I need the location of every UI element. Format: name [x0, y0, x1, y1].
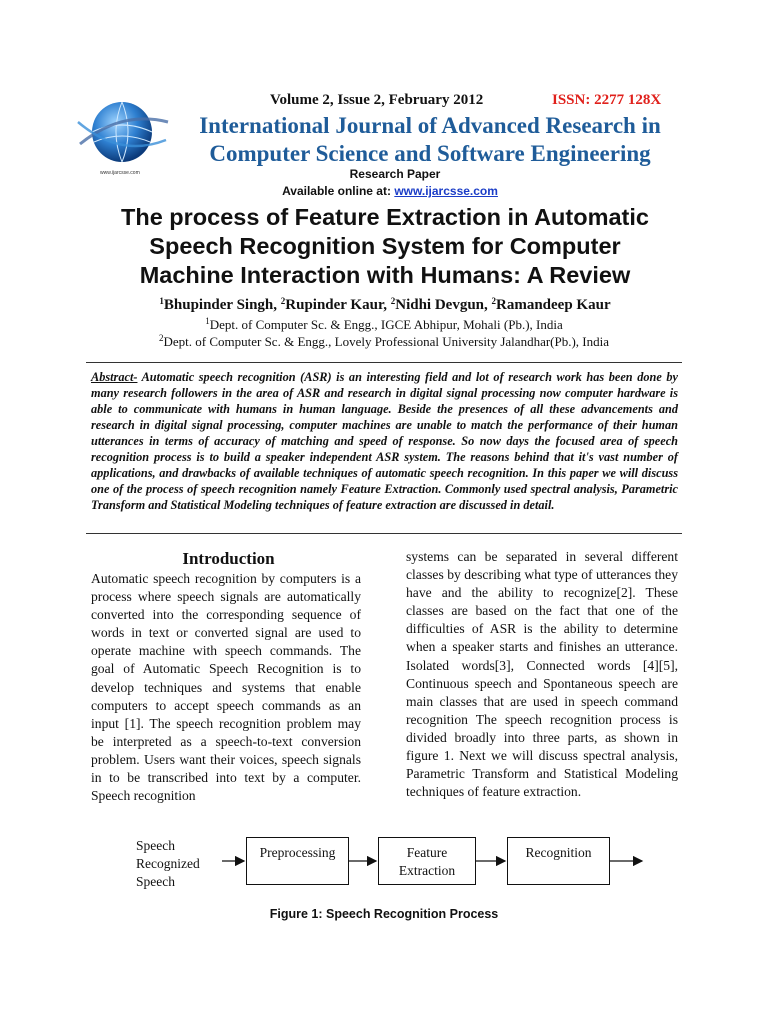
- paper-title: [60, 203, 710, 290]
- preprocessing-box: Preprocessing: [246, 837, 349, 885]
- logo-text: www.ijarcsse.com: [100, 170, 140, 176]
- abstract-text: Automatic speech recognition (ASR) is an interesting field and lot of research work has been done by many research followers in the area of ASR and research in digital signal processing now computer hardware is able to communicate with humans in human language. Beside the presences of all these advancements and research in digital signal processing, computer machines are unable to match the performance of their human utterances in terms of accuracy of matching and speed of response. So now days the focused area of speech recognition process is to build a speaker independent ASR system. The reasons behind that it's vast number of applications, and drawbacks of available techniques of automatic speech recognition. In this paper we will discuss one of the process of speech recognition namely Feature Extraction. Commonly used spectral analysis, Parametric Transform and Statistical Modeling techniques of feature extraction are discussed in detail.: [91, 370, 678, 512]
- figure-input-line3: Speech: [136, 874, 175, 889]
- divider-top: [86, 362, 682, 363]
- paper-title-line3: Machine Interaction with Humans: A Review: [139, 262, 631, 288]
- journal-logo: [70, 92, 178, 180]
- author-name: Ramandeep Kaur: [496, 297, 611, 313]
- abstract: [91, 369, 678, 513]
- introduction-heading: Introduction: [182, 549, 275, 568]
- affiliation-text: Dept. of Computer Sc. & Engg., Lovely Professional University Jalandhar(Pb.), India: [163, 334, 610, 349]
- figure-input-label: [136, 837, 200, 891]
- recognition-box: Recognition: [507, 837, 610, 885]
- feature-extraction-line1: Feature: [406, 845, 448, 860]
- intro-right-column: systems can be separated in several different classes by describing what type of utterances they have and the ability to recognize[2]. These classes are based on the fact that one of the difficulties of ASR is the ability to determine when a speaker starts and finishes an utterance. Isolated words[3], Connected words [4][5], Continuous speech and Spontaneous speech are main classes that are used in speech command recognition The speech recognition process is divided broadly into three parts, as shown in figure 1. Next we will discuss spectral analysis, Parametric Transform and Statistical Modeling techniques of feature extraction.: [406, 549, 678, 800]
- author-name: Nidhi Devgun,: [395, 297, 492, 313]
- affiliation-sup: 1: [205, 316, 210, 326]
- author-sup: 2: [491, 296, 497, 306]
- journal-title: [180, 112, 680, 168]
- author-name: Rupinder Kaur,: [285, 297, 391, 313]
- paper-title-line1: The process of Feature Extraction in Automatic: [121, 204, 649, 230]
- intro-left-column: Automatic speech recognition by computers is a process where speech signals are automatically converted into the corresponding sequence of words in text or converted signal are used to operate machine with speech commands. The goal of Automatic Speech Recognition is to develop techniques and systems that enable computers to accept speech commands as an input [1]. The speech recognition problem may be interpreted as a speech-to-text conversion problem. Users want their voices, speech signals in to be transcribed into text by a computer. Speech recognition: [91, 571, 361, 804]
- author-list: [100, 297, 670, 314]
- paper-type: Research Paper: [349, 167, 441, 181]
- feature-extraction-box: [378, 837, 476, 885]
- feature-extraction-line2: Extraction: [398, 863, 456, 878]
- divider-bottom: [86, 533, 682, 534]
- paper-title-line2: Speech Recognition System for Computer: [149, 233, 621, 259]
- journal-title-line1: International Journal of Advanced Research in: [199, 113, 661, 138]
- available-online: [240, 184, 540, 198]
- journal-title-line2: Computer Science and Software Engineering: [209, 141, 651, 166]
- affiliation-text: Dept. of Computer Sc. & Engg., IGCE Abhipur, Mohali (Pb.), India: [209, 317, 563, 332]
- author-sup: 1: [159, 296, 164, 306]
- website-link[interactable]: www.ijarcsse.com: [394, 184, 498, 198]
- author-sup: 2: [280, 296, 286, 306]
- available-label: Available online at:: [282, 184, 395, 198]
- affiliation-sup: 2: [158, 333, 164, 343]
- author-name: Bhupinder Singh,: [163, 297, 281, 313]
- author-sup: 2: [390, 296, 396, 306]
- figure-input-line2: Recognized: [136, 856, 200, 871]
- affiliation-2: [64, 334, 704, 350]
- figure-caption: Figure 1: Speech Recognition Process: [269, 907, 499, 921]
- figure-input-line1: Speech: [136, 838, 175, 853]
- issn: ISSN: 2277 128X: [552, 92, 662, 108]
- abstract-label: Abstract-: [91, 370, 138, 384]
- affiliation-1: [64, 317, 704, 333]
- volume-info: Volume 2, Issue 2, February 2012: [270, 92, 484, 108]
